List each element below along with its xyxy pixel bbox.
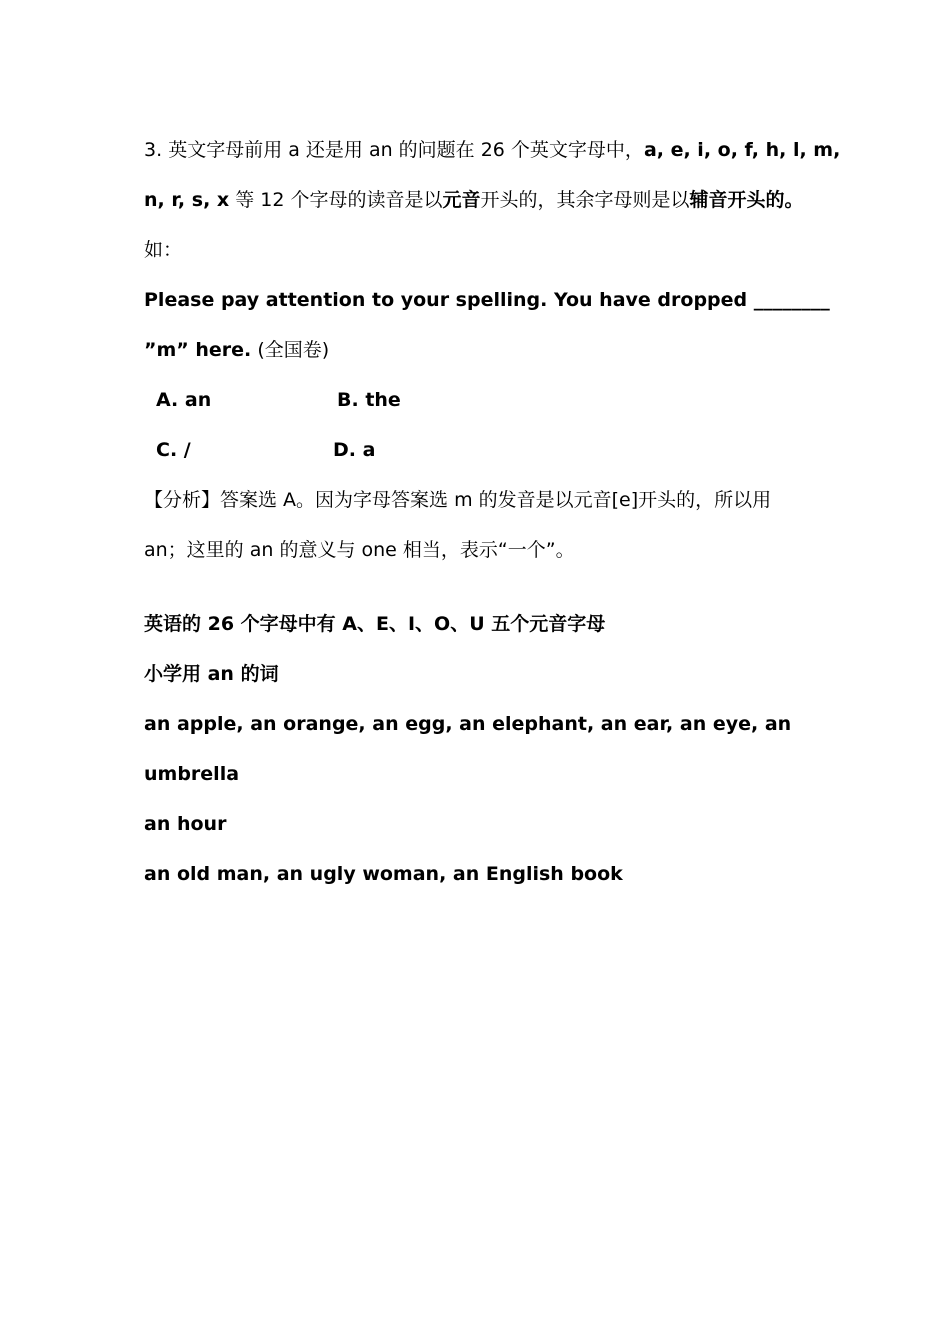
option-b: B. the bbox=[337, 389, 401, 411]
words-line-1: an apple, an orange, an egg, an elephant, an ear, an eye, an bbox=[144, 713, 792, 735]
words-line-3: an hour bbox=[144, 813, 227, 835]
words-line-2: umbrella bbox=[144, 763, 240, 785]
intro-line-2 bbox=[144, 188, 804, 212]
words-heading: 小学用 an 的词 bbox=[144, 663, 279, 685]
question-line-2-text: ”m” here. bbox=[144, 339, 252, 361]
example-label: 如： bbox=[144, 239, 183, 261]
option-c: C. / bbox=[156, 439, 191, 461]
option-d: D. a bbox=[333, 439, 376, 461]
intro-text: 英文字母前用 a 还是用 an 的问题在 26 个英文字母中， bbox=[168, 139, 644, 161]
question-source: (全国卷) bbox=[251, 339, 330, 361]
intro-text-3: 开头的，其余字母则是以 bbox=[480, 189, 690, 211]
intro-line-1 bbox=[144, 138, 840, 162]
analysis-line-2: an；这里的 an 的意义与 one 相当，表示“一个”。 bbox=[144, 539, 575, 561]
question-line-2 bbox=[144, 338, 329, 362]
analysis-line-1: 【分析】答案选 A。因为字母答案选 m 的发音是以元音[e]开头的，所以用 bbox=[144, 489, 772, 511]
intro-text-4: 开头的。 bbox=[727, 189, 804, 211]
question-line-1: Please pay attention to your spelling. You have dropped ________ bbox=[144, 289, 830, 311]
vowels-heading: 英语的 26 个字母中有 A、E、I、O、U 五个元音字母 bbox=[144, 613, 606, 635]
words-line-4: an old man, an ugly woman, an English book bbox=[144, 863, 623, 885]
question-number: 3. bbox=[144, 139, 163, 161]
option-a: A. an bbox=[156, 389, 212, 411]
intro-text-2: 等 12 个字母的读音是以 bbox=[235, 189, 443, 211]
vowel-term: 元音 bbox=[442, 189, 481, 211]
vowel-letters-part-1: a, e, i, o, f, h, l, m, bbox=[643, 139, 841, 161]
consonant-term: 辅音 bbox=[689, 189, 728, 211]
vowel-letters-part-2: n, r, s, x bbox=[144, 189, 230, 211]
